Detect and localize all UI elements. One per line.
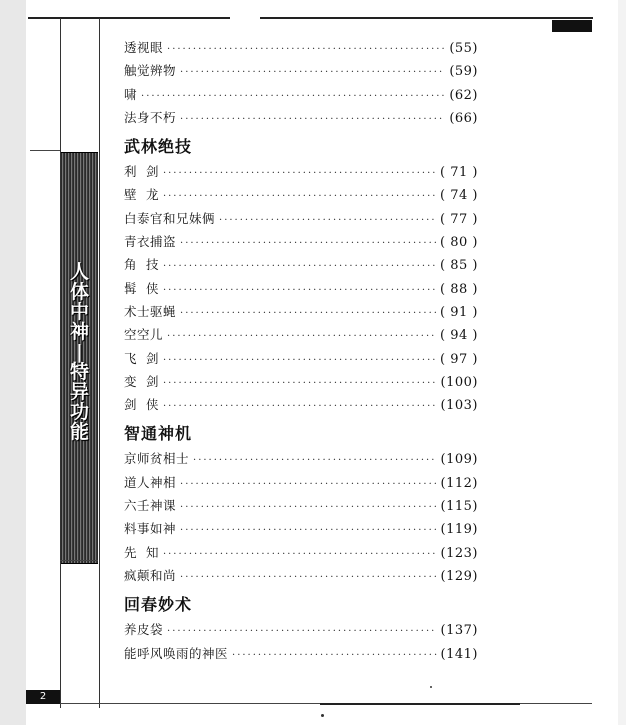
entry-title: 变 剑	[124, 373, 159, 389]
entry-page: (103)	[440, 398, 478, 414]
entry-title: 疯颠和尚	[124, 567, 177, 583]
entry-title: 养皮袋	[124, 622, 164, 638]
toc-entry	[124, 473, 478, 496]
leader-dots	[163, 168, 436, 179]
spine-char: 能	[69, 421, 89, 443]
toc-entry	[124, 232, 478, 255]
corner-tab	[552, 20, 592, 32]
leader-dots	[232, 650, 437, 661]
entry-title: 角 技	[124, 257, 159, 273]
entry-page: (137)	[440, 623, 478, 639]
leader-dots	[167, 331, 436, 342]
toc-entry	[124, 162, 478, 185]
entry-title: 剑 侠	[124, 397, 159, 413]
entry-page: ( 97 )	[440, 351, 478, 367]
entry-page: ( 94 )	[440, 328, 478, 344]
entry-page: (100)	[440, 374, 478, 390]
leader-dots	[219, 215, 436, 226]
leader-dots	[141, 91, 445, 102]
entry-title: 术士驱蝇	[124, 303, 177, 319]
bottom-speck	[321, 714, 324, 717]
spine-title	[64, 262, 95, 442]
entry-title: 青衣捕盗	[124, 234, 177, 250]
entry-page: (66)	[449, 110, 478, 126]
entry-title: 法身不朽	[124, 109, 177, 125]
leader-dots	[163, 355, 436, 366]
entry-page: ( 91 )	[440, 304, 478, 320]
entry-page: ( 85 )	[440, 258, 478, 274]
entry-page: (62)	[449, 87, 478, 103]
leader-dots	[163, 401, 437, 412]
leader-dots	[180, 572, 437, 583]
entry-title: 髯 侠	[124, 280, 159, 296]
toc-entry	[124, 620, 478, 643]
bottom-dash	[320, 703, 520, 705]
leader-dots	[163, 261, 436, 272]
entry-page: (129)	[440, 568, 478, 584]
toc-entry	[124, 325, 478, 348]
entry-title: 触觉辨物	[124, 63, 177, 79]
toc-entry	[124, 185, 478, 208]
entry-title: 六壬神课	[124, 498, 177, 514]
entry-page: ( 71 )	[440, 165, 478, 181]
toc-entry	[124, 566, 478, 589]
leader-dots	[163, 378, 437, 389]
toc-entry	[124, 496, 478, 519]
toc-entry	[124, 349, 478, 372]
toc-entry	[124, 519, 478, 542]
spine-char: 特	[69, 361, 89, 383]
leader-dots	[163, 549, 437, 560]
entry-title: 道人神相	[124, 474, 177, 490]
top-rule-gap	[230, 17, 260, 19]
entry-page: (115)	[440, 499, 478, 515]
top-rule	[28, 17, 593, 19]
entry-page: (59)	[449, 64, 478, 80]
entry-page: (112)	[440, 475, 478, 491]
entry-title: 料事如神	[124, 521, 177, 537]
entry-title: 壁 龙	[124, 187, 159, 203]
entry-page: (109)	[440, 452, 478, 468]
entry-page: ( 77 )	[440, 211, 478, 227]
toc-entry	[124, 449, 478, 472]
spine-char: |	[76, 341, 83, 363]
toc-entry	[124, 644, 478, 667]
entry-title: 京师贫相士	[124, 451, 190, 467]
section-heading: 武林绝技	[124, 137, 193, 157]
spine-tick-bottom	[60, 560, 98, 561]
entry-page: ( 74 )	[440, 188, 478, 204]
toc-entry	[124, 279, 478, 302]
leader-dots	[180, 114, 445, 125]
toc-entry	[124, 543, 478, 566]
toc-entry	[124, 38, 478, 61]
leader-dots	[180, 238, 436, 249]
entry-title: 白泰官和兄妹俩	[124, 210, 216, 226]
entry-page: (123)	[440, 545, 478, 561]
leader-dots	[193, 455, 437, 466]
spine-char: 人	[69, 261, 89, 283]
leader-dots	[167, 44, 445, 55]
table-of-contents	[124, 38, 478, 667]
toc-entry	[124, 85, 478, 108]
spine-tick-top	[30, 150, 60, 151]
leader-dots	[180, 308, 436, 319]
toc-entry	[124, 209, 478, 232]
toc-entry	[124, 372, 478, 395]
toc-entry	[124, 108, 478, 131]
spine-char: 中	[69, 301, 89, 323]
entry-page: (141)	[440, 646, 478, 662]
toc-entry	[124, 302, 478, 325]
leader-dots	[180, 502, 437, 513]
section-heading: 回春妙术	[124, 595, 193, 615]
toc-entry	[124, 61, 478, 84]
leader-dots	[167, 626, 437, 637]
spine-char: 异	[69, 381, 89, 403]
speck	[430, 686, 432, 688]
leader-dots	[180, 67, 445, 78]
entry-page: (119)	[440, 522, 478, 538]
entry-title: 飞 剑	[124, 350, 159, 366]
entry-title: 利 剑	[124, 164, 159, 180]
section-heading: 智通神机	[124, 424, 193, 444]
leader-dots	[180, 479, 437, 490]
entry-title: 先 知	[124, 544, 159, 560]
entry-page: (55)	[449, 41, 478, 56]
entry-title: 能呼风唤雨的神医	[124, 645, 229, 661]
entry-page: ( 88 )	[440, 281, 478, 297]
toc-entry	[124, 395, 478, 418]
entry-page: ( 80 )	[440, 235, 478, 251]
leader-dots	[180, 525, 437, 536]
page-number: 2	[26, 690, 60, 704]
entry-title: 空空儿	[124, 327, 164, 343]
leader-dots	[163, 285, 436, 296]
spine-char: 神	[69, 321, 89, 343]
toc-entry	[124, 255, 478, 278]
entry-title: 啸	[124, 86, 138, 102]
leader-dots	[163, 191, 436, 202]
spine-char: 体	[69, 281, 89, 303]
spine-char: 功	[69, 401, 89, 423]
entry-title: 透视眼	[124, 40, 164, 55]
